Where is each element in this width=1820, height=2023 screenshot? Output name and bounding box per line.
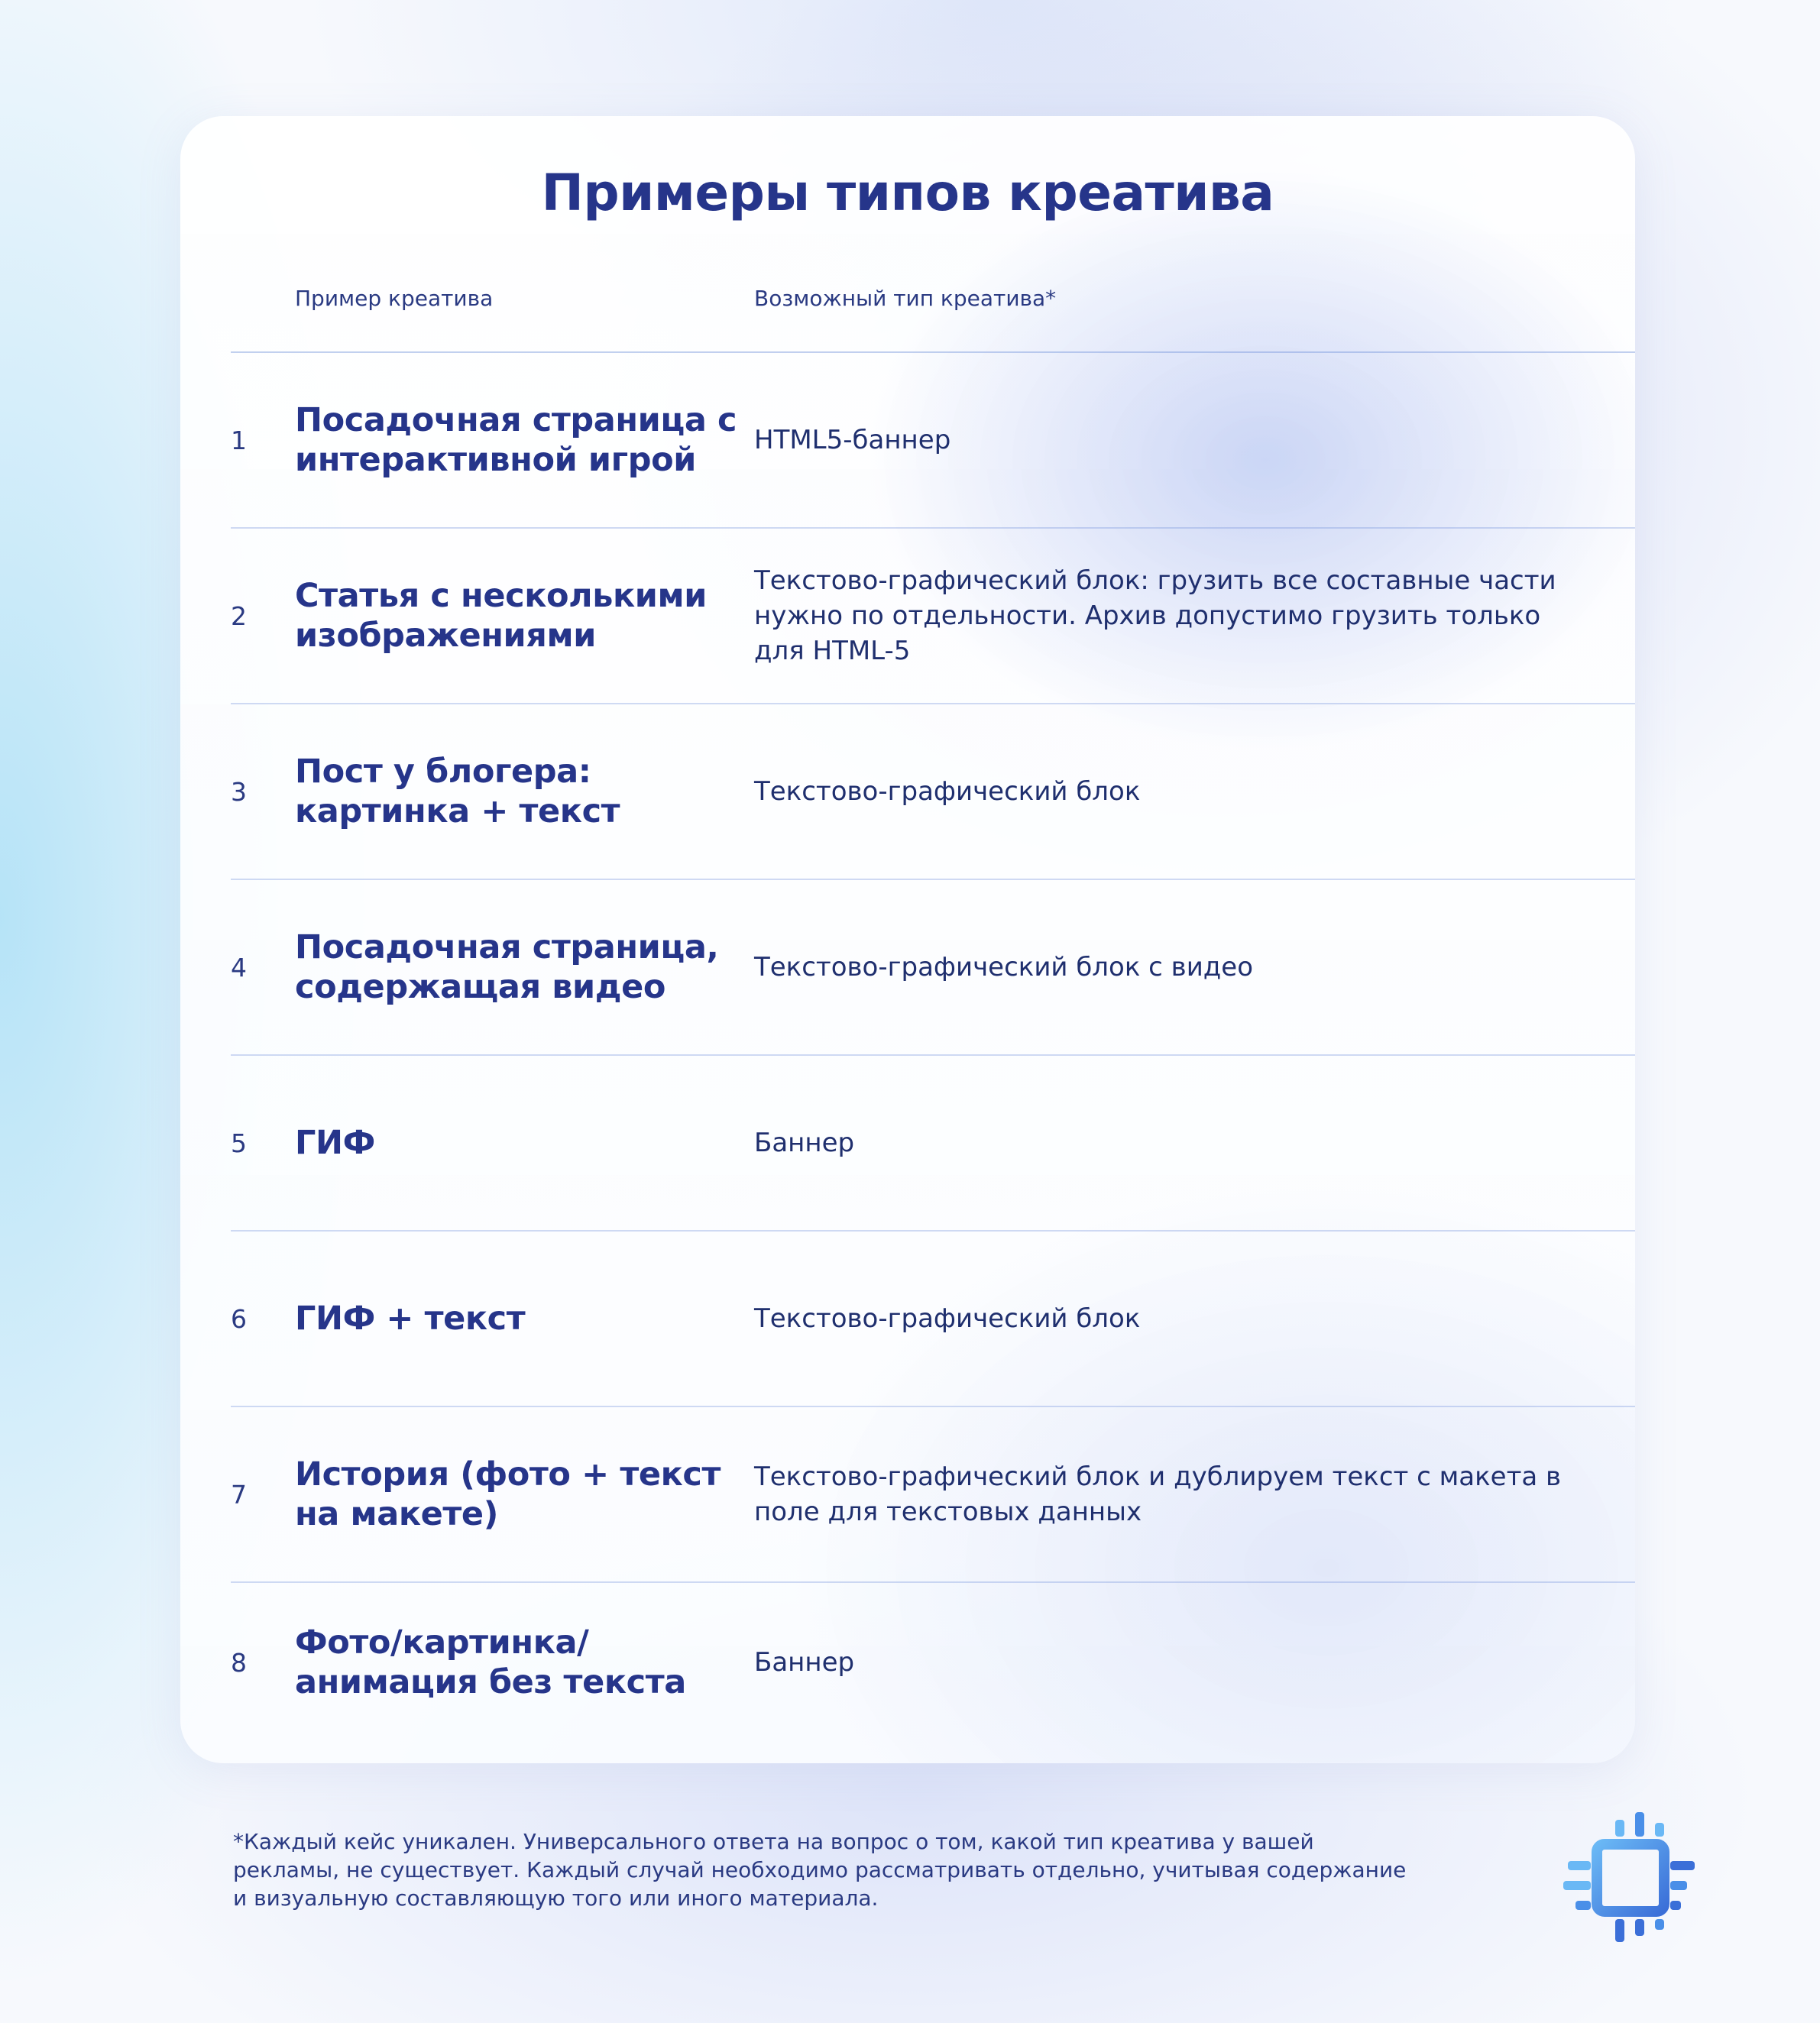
page-title: Примеры типов креатива: [541, 163, 1274, 222]
table-row: [231, 1054, 1635, 1230]
table-row: [231, 1581, 1635, 1742]
row-example: Статья с несколькими изображениями: [295, 577, 708, 655]
row-number: 7: [231, 1479, 247, 1510]
row-type: Текстово-графический блок: грузить все составные части нужно по отдельности. Архив допустимо грузить только для HTML-5: [754, 565, 1556, 666]
chip-icon: [1562, 1809, 1699, 1947]
row-type: Текстово-графический блок: [754, 776, 1141, 807]
creative-types-table: [231, 351, 1635, 1742]
row-number: 6: [231, 1303, 247, 1334]
row-example: История (фото + текст на макете): [295, 1455, 721, 1533]
row-type: HTML5-баннер: [754, 425, 951, 455]
row-number: 4: [231, 952, 247, 982]
row-example: Пост у блогера: картинка + текст: [295, 753, 620, 830]
row-type: Текстово-графический блок: [754, 1303, 1141, 1334]
table-row: [231, 351, 1635, 527]
row-number: 1: [231, 425, 247, 455]
creative-types-card: [180, 116, 1635, 1763]
row-type: Текстово-графический блок и дублируем текст с макета в поле для текстовых данных: [754, 1461, 1562, 1527]
row-number: 8: [231, 1647, 247, 1678]
row-example: Посадочная страница с интерактивной игрой: [295, 401, 737, 479]
row-type: Баннер: [754, 1647, 855, 1678]
row-type: Текстово-графический блок с видео: [754, 952, 1254, 982]
column-header-type: Возможный тип креатива*: [754, 286, 1057, 311]
table-row: [231, 879, 1635, 1054]
row-number: 3: [231, 776, 247, 807]
row-example: Посадочная страница, содержащая видео: [295, 928, 719, 1006]
row-number: 5: [231, 1128, 247, 1158]
row-example: ГИФ: [295, 1124, 375, 1162]
row-example: Фото/картинка/ анимация без текста: [295, 1623, 686, 1701]
table-row: [231, 703, 1635, 879]
column-header-example: Пример креатива: [295, 286, 494, 311]
table-row: [231, 1406, 1635, 1581]
table-row: [231, 1230, 1635, 1406]
row-example: ГИФ + текст: [295, 1300, 526, 1338]
row-number: 2: [231, 600, 247, 631]
footnote: *Каждый кейс уникален. Универсального ответа на вопрос о том, какой тип креатива у вашей рекламы, не существует. Каждый случай необходимо рассматривать отдельно, учитывая содержание и визуальную составляющую того или иного материала.: [233, 1829, 1407, 1911]
row-type: Баннер: [754, 1128, 855, 1158]
table-row: [231, 527, 1635, 703]
